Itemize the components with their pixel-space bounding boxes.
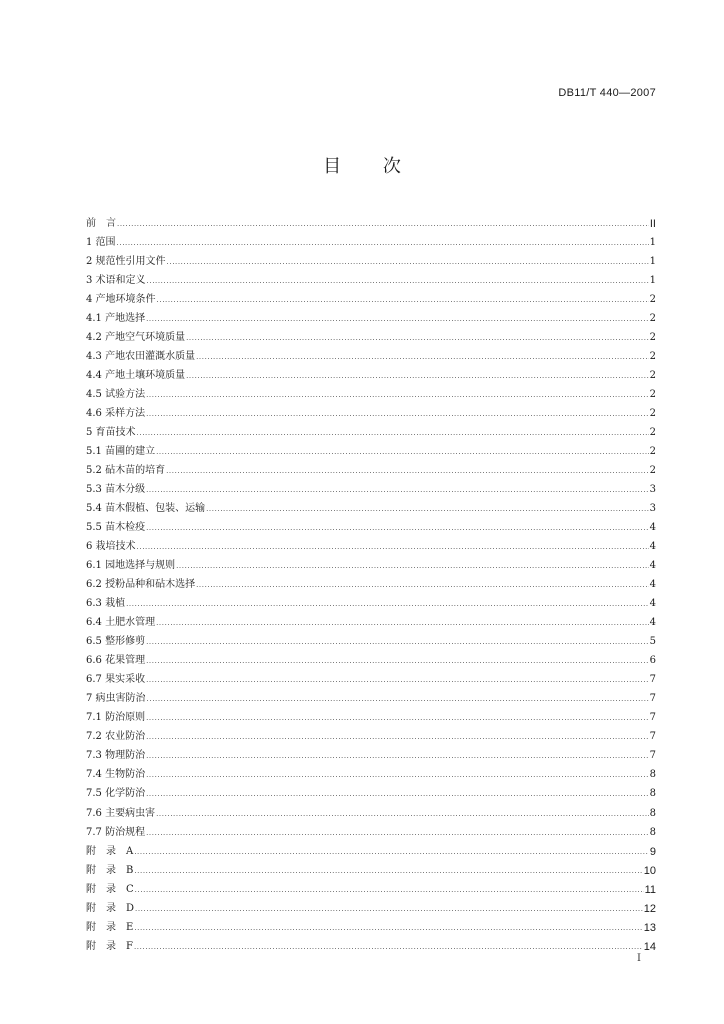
toc-entry-label: 6.4 土肥水管理 [86, 617, 156, 629]
page-number: I [637, 953, 641, 964]
toc-dot-leader [147, 276, 649, 286]
toc-entry-label: 6.7 果实采收 [86, 674, 146, 686]
toc-entry-page: 2 [649, 427, 656, 439]
toc-entry[interactable] [86, 572, 656, 591]
toc-dot-leader [206, 504, 649, 514]
toc-dot-leader [147, 694, 649, 704]
toc-entry-label: 附 录 D [86, 902, 135, 914]
toc-dot-leader [176, 561, 649, 571]
toc-entry[interactable] [86, 496, 656, 515]
toc-entry-label: 7 病虫害防治 [86, 693, 146, 705]
toc-entry[interactable] [86, 458, 656, 477]
toc-dot-leader [146, 523, 649, 533]
toc-entry-label: 4.5 试验方法 [86, 389, 146, 401]
toc-entry[interactable] [86, 686, 656, 705]
toc-entry[interactable] [86, 743, 656, 762]
toc-entry-page: 10 [643, 864, 656, 877]
toc-entry-label: 4.6 采样方法 [86, 408, 146, 420]
toc-dot-leader [135, 885, 644, 895]
toc-entry-label: 7.1 防治原则 [86, 712, 146, 724]
toc-dot-leader [146, 314, 649, 324]
toc-dot-leader [146, 675, 649, 685]
page-title: 目 次 [323, 156, 419, 177]
toc-dot-leader [186, 371, 649, 381]
table-of-contents [86, 211, 656, 953]
toc-entry[interactable] [86, 934, 656, 953]
toc-dot-leader [166, 466, 649, 476]
toc-dot-leader [156, 809, 649, 819]
toc-dot-leader [134, 866, 642, 876]
toc-entry-page: 7 [649, 693, 656, 705]
toc-entry-page: 14 [643, 940, 656, 953]
toc-dot-leader [196, 352, 649, 362]
toc-entry[interactable] [86, 477, 656, 496]
toc-entry-page: 3 [649, 484, 656, 496]
toc-dot-leader [146, 828, 649, 838]
toc-entry-label: 7.5 化学防治 [86, 788, 146, 800]
toc-dot-leader [146, 732, 649, 742]
toc-entry-label: 5.5 苗木检疫 [86, 522, 146, 534]
toc-entry-label: 5 育苗技术 [86, 427, 136, 439]
toc-entry-label: 5.3 苗木分级 [86, 484, 146, 496]
toc-entry-page: 2 [649, 370, 656, 382]
toc-dot-leader [135, 904, 643, 914]
toc-entry[interactable] [86, 325, 656, 344]
toc-entry[interactable] [86, 724, 656, 743]
toc-dot-leader [157, 295, 649, 305]
standard-code: DB11/T 440—2007 [558, 87, 656, 99]
toc-entry[interactable] [86, 896, 656, 915]
toc-entry[interactable] [86, 268, 656, 287]
toc-dot-leader [146, 656, 649, 666]
toc-entry-label: 7.3 物理防治 [86, 750, 146, 762]
toc-entry-label: 2 规范性引用文件 [86, 256, 166, 268]
toc-entry-page: 1 [649, 237, 656, 249]
toc-entry-label: 6.2 授粉品种和砧木选择 [86, 579, 196, 591]
toc-entry-label: 1 范围 [86, 237, 116, 249]
toc-entry-label: 7.4 生物防治 [86, 769, 146, 781]
toc-entry[interactable] [86, 534, 656, 553]
toc-entry[interactable] [86, 553, 656, 572]
toc-entry-label: 5.2 砧木苗的培育 [86, 465, 166, 477]
toc-dot-leader [146, 770, 649, 780]
toc-entry-page: 3 [649, 503, 656, 515]
toc-entry-label: 6.6 花果管理 [86, 655, 146, 667]
toc-entry-label: 4.2 产地空气环境质量 [86, 332, 186, 344]
toc-entry-page: 2 [649, 446, 656, 458]
toc-dot-leader [146, 713, 649, 723]
toc-entry-page: 13 [643, 921, 656, 934]
toc-entry[interactable] [86, 858, 656, 877]
toc-entry-page: 4 [649, 579, 656, 591]
toc-entry-page: 11 [644, 883, 656, 896]
toc-entry[interactable] [86, 287, 656, 306]
toc-entry[interactable] [86, 629, 656, 648]
toc-entry-label: 附 录 A [86, 845, 134, 857]
toc-dot-leader [117, 238, 649, 248]
toc-entry-page: 2 [649, 389, 656, 401]
toc-dot-leader [146, 637, 649, 647]
toc-dot-leader [146, 485, 649, 495]
toc-entry-page: 8 [649, 788, 656, 800]
toc-dot-leader [134, 942, 643, 952]
toc-entry-page: 12 [643, 902, 656, 915]
toc-entry[interactable] [86, 230, 656, 249]
toc-dot-leader [167, 257, 649, 267]
toc-dot-leader [134, 847, 649, 857]
toc-entry-page: II [649, 218, 656, 231]
toc-entry-label: 4.4 产地土壤环境质量 [86, 370, 186, 382]
toc-entry-label: 3 术语和定义 [86, 275, 146, 287]
toc-entry[interactable] [86, 401, 656, 420]
toc-entry[interactable] [86, 610, 656, 629]
toc-dot-leader [146, 409, 649, 419]
toc-entry[interactable] [86, 515, 656, 534]
toc-entry-page: 4 [649, 541, 656, 553]
toc-entry-page: 2 [649, 332, 656, 344]
toc-entry-label: 5.1 苗圃的建立 [86, 446, 156, 458]
toc-entry-page: 4 [649, 522, 656, 534]
toc-entry-label: 附 录 F [86, 940, 133, 952]
toc-entry[interactable] [86, 705, 656, 724]
toc-entry-page: 2 [649, 408, 656, 420]
toc-entry-page: 7 [649, 674, 656, 686]
toc-entry-page: 1 [649, 275, 656, 287]
toc-entry[interactable] [86, 591, 656, 610]
toc-entry-label: 7.7 防治规程 [86, 826, 146, 838]
toc-entry-page: 4 [649, 598, 656, 610]
toc-dot-leader [117, 219, 649, 229]
toc-entry-page: 9 [649, 845, 656, 858]
toc-entry-label: 附 录 E [86, 921, 134, 933]
toc-dot-leader [156, 447, 649, 457]
toc-dot-leader [146, 751, 649, 761]
toc-entry-page: 1 [649, 256, 656, 268]
toc-entry[interactable] [86, 648, 656, 667]
toc-entry[interactable] [86, 211, 656, 230]
toc-entry[interactable] [86, 820, 656, 839]
toc-entry[interactable] [86, 306, 656, 325]
toc-entry-label: 4.1 产地选择 [86, 313, 146, 325]
toc-entry[interactable] [86, 667, 656, 686]
toc-entry[interactable] [86, 839, 656, 858]
toc-entry-label: 附 录 C [86, 883, 134, 895]
toc-entry[interactable] [86, 915, 656, 934]
toc-dot-leader [134, 923, 642, 933]
toc-dot-leader [137, 428, 649, 438]
toc-entry-label: 6.1 园地选择与规则 [86, 560, 176, 572]
toc-entry[interactable] [86, 439, 656, 458]
toc-dot-leader [146, 390, 649, 400]
toc-entry-page: 2 [649, 351, 656, 363]
toc-entry-page: 2 [649, 465, 656, 477]
toc-entry-label: 4.3 产地农田灌溉水质量 [86, 351, 196, 363]
toc-entry[interactable] [86, 877, 656, 896]
toc-entry[interactable] [86, 249, 656, 268]
toc-entry-label: 附 录 B [86, 864, 134, 876]
toc-dot-leader [156, 618, 649, 628]
toc-entry-label: 7.6 主要病虫害 [86, 807, 156, 819]
toc-entry-page: 7 [649, 731, 656, 743]
toc-dot-leader [137, 542, 649, 552]
toc-dot-leader [146, 789, 649, 799]
toc-entry-label: 前 言 [86, 218, 116, 230]
toc-entry[interactable] [86, 363, 656, 382]
toc-entry[interactable] [86, 781, 656, 800]
toc-entry-label: 4 产地环境条件 [86, 294, 156, 306]
toc-entry-page: 7 [649, 712, 656, 724]
toc-entry-page: 6 [649, 655, 656, 667]
toc-entry-page: 8 [649, 826, 656, 838]
toc-entry-page: 5 [649, 636, 656, 648]
toc-dot-leader [126, 599, 649, 609]
toc-entry-page: 8 [649, 769, 656, 781]
toc-entry-page: 8 [649, 807, 656, 819]
toc-dot-leader [196, 580, 649, 590]
toc-entry-label: 5.4 苗木假植、包装、运输 [86, 503, 206, 515]
toc-dot-leader [186, 333, 649, 343]
toc-entry-page: 4 [649, 617, 656, 629]
toc-entry-page: 4 [649, 560, 656, 572]
toc-entry[interactable] [86, 382, 656, 401]
toc-entry[interactable] [86, 800, 656, 819]
toc-entry-page: 2 [649, 313, 656, 325]
toc-entry-label: 7.2 农业防治 [86, 731, 146, 743]
toc-entry-label: 6 栽培技术 [86, 541, 136, 553]
toc-entry-label: 6.5 整形修剪 [86, 636, 146, 648]
toc-entry-label: 6.3 栽植 [86, 598, 126, 610]
toc-entry[interactable] [86, 344, 656, 363]
toc-entry[interactable] [86, 420, 656, 439]
toc-entry-page: 7 [649, 750, 656, 762]
toc-entry-page: 2 [649, 294, 656, 306]
toc-entry[interactable] [86, 762, 656, 781]
